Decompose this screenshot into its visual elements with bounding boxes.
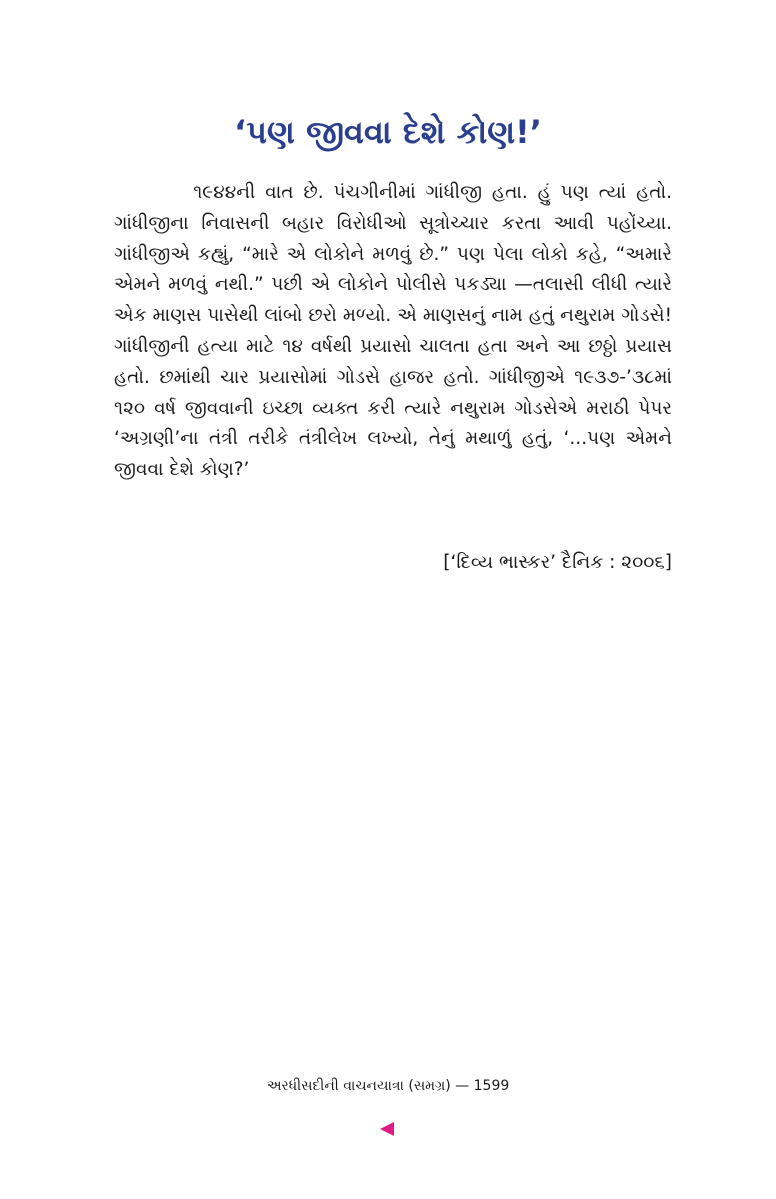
article-body: ૧૯૪૪ની વાત છે. પંચગીનીમાં ગાંધીજી હતા. હું પણ ત્યાં હતો. ગાંધીજીના નિવાસની બહાર વિરોધીઓ સૂત્રોચ્ચાર કરતા આવી પહોંચ્યા. ગાંધીજીએ કહ્યું, “મારે એ લોકોને મળવું છે.” પણ પેલા લોકો કહે, “અમારે એમને મળવું નથી.” પછી એ લોકોને પોલીસે પકડ્યા —તલાસી લીધી ત્યારે એક માણસ પાસેથી લાંબો છરો મળ્યો. એ માણસનું નામ હતું નથુરામ ગોડસે! ગાંધીજીની હત્યા માટે ૧૪ વર્ષથી પ્રયાસો ચાલતા હતા અને આ છઠ્ઠો પ્રયાસ હતો. છમાંથી ચાર પ્રયાસોમાં ગોડસે હાજર હતો. ગાંધીજીએ ૧૯૩૭-’૩૮માં ૧૨૦ વર્ષ જીવવાની ઇચ્છા વ્યક્ત કરી ત્યારે નથુરામ ગોડસેએ મરાઠી પેપર ‘અગ્રણી’ના તંત્રી તરીકે તંત્રીલેખ લખ્યો, તેનું મથાળું હતું, ‘...પણ એમને જીવવા દેશે કોણ?’ <box>114 182 678 481</box>
article-title: ‘પણ જીવવા દેશે કોણ!’ <box>234 113 542 151</box>
source-citation: [‘દિવ્ય ભાસ્કર’ દૈનિક : ૨૦૦૬] <box>443 552 672 573</box>
previous-page-arrow-icon[interactable] <box>380 1122 394 1136</box>
page-footer: અરધીસદીની વાચનયાત્રા (સમગ્ર) — 1599 <box>266 1078 510 1094</box>
